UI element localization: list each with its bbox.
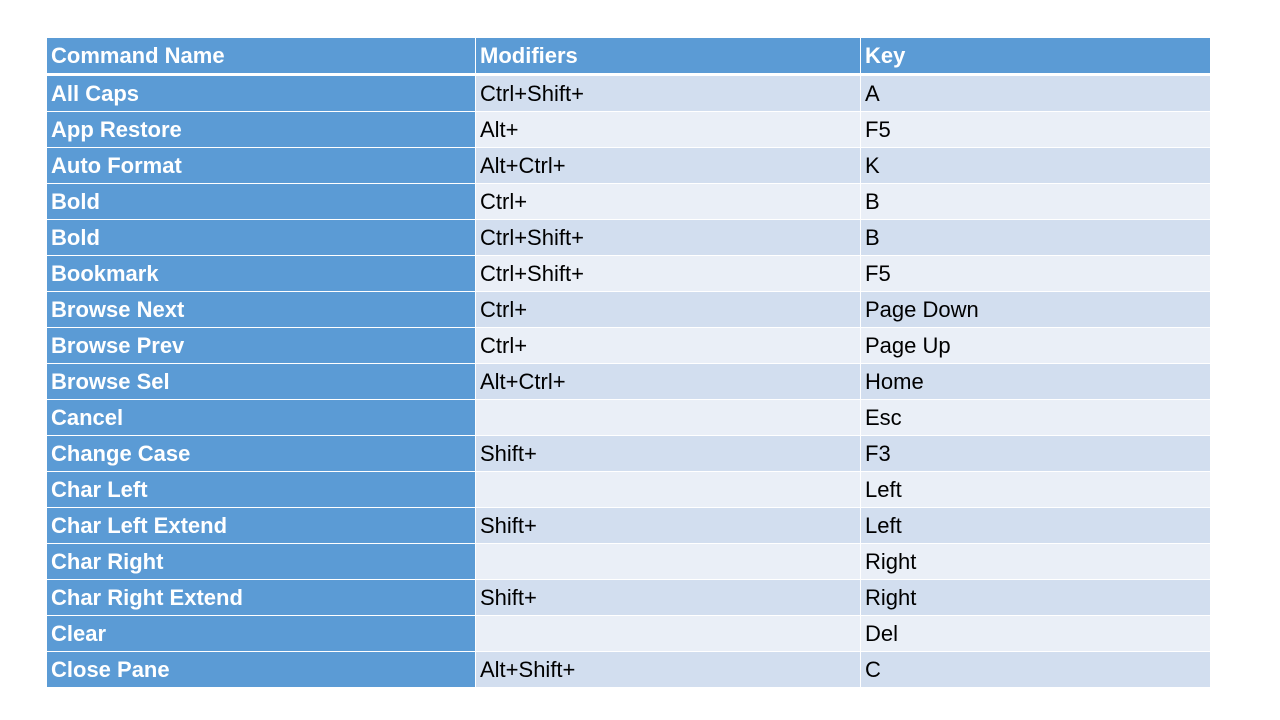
table-row [47, 184, 1211, 220]
table-row [47, 580, 1211, 616]
table-row [47, 148, 1211, 184]
shortcuts-table [46, 37, 1211, 688]
modifiers-cell: Ctrl+ [476, 328, 861, 364]
modifiers-cell: Alt+Ctrl+ [476, 364, 861, 400]
command-name-cell: All Caps [47, 75, 476, 112]
key-cell: F5 [861, 256, 1211, 292]
key-cell: Page Up [861, 328, 1211, 364]
table-row [47, 616, 1211, 652]
key-cell: A [861, 75, 1211, 112]
command-name-cell: Char Right [47, 544, 476, 580]
command-name-cell: Bold [47, 184, 476, 220]
key-cell: Left [861, 472, 1211, 508]
modifiers-cell: Shift+ [476, 436, 861, 472]
table-row [47, 112, 1211, 148]
key-cell: F3 [861, 436, 1211, 472]
key-cell: Esc [861, 400, 1211, 436]
table-row [47, 328, 1211, 364]
key-cell: Page Down [861, 292, 1211, 328]
key-cell: Right [861, 544, 1211, 580]
header-command-name: Command Name [47, 38, 476, 75]
command-name-cell: Browse Sel [47, 364, 476, 400]
table-row [47, 364, 1211, 400]
modifiers-cell: Ctrl+Shift+ [476, 75, 861, 112]
modifiers-cell [476, 472, 861, 508]
key-cell: Left [861, 508, 1211, 544]
key-cell: K [861, 148, 1211, 184]
command-name-cell: Change Case [47, 436, 476, 472]
modifiers-cell: Shift+ [476, 580, 861, 616]
command-name-cell: Bookmark [47, 256, 476, 292]
key-cell: C [861, 652, 1211, 688]
table-row [47, 220, 1211, 256]
table-row [47, 292, 1211, 328]
table-row [47, 436, 1211, 472]
modifiers-cell [476, 616, 861, 652]
command-name-cell: Clear [47, 616, 476, 652]
modifiers-cell [476, 400, 861, 436]
table-row [47, 256, 1211, 292]
key-cell: Home [861, 364, 1211, 400]
command-name-cell: Browse Next [47, 292, 476, 328]
command-name-cell: Char Left [47, 472, 476, 508]
table-row [47, 400, 1211, 436]
key-cell: B [861, 220, 1211, 256]
modifiers-cell: Ctrl+Shift+ [476, 220, 861, 256]
command-name-cell: Bold [47, 220, 476, 256]
modifiers-cell [476, 544, 861, 580]
modifiers-cell: Shift+ [476, 508, 861, 544]
modifiers-cell: Alt+ [476, 112, 861, 148]
key-cell: F5 [861, 112, 1211, 148]
command-name-cell: App Restore [47, 112, 476, 148]
header-modifiers: Modifiers [476, 38, 861, 75]
table-row [47, 544, 1211, 580]
modifiers-cell: Ctrl+Shift+ [476, 256, 861, 292]
modifiers-cell: Alt+Ctrl+ [476, 148, 861, 184]
command-name-cell: Char Left Extend [47, 508, 476, 544]
command-name-cell: Char Right Extend [47, 580, 476, 616]
table-row [47, 652, 1211, 688]
table-row [47, 472, 1211, 508]
command-name-cell: Browse Prev [47, 328, 476, 364]
modifiers-cell: Ctrl+ [476, 184, 861, 220]
modifiers-cell: Alt+Shift+ [476, 652, 861, 688]
command-name-cell: Auto Format [47, 148, 476, 184]
key-cell: Right [861, 580, 1211, 616]
table-row [47, 508, 1211, 544]
header-key: Key [861, 38, 1211, 75]
header-row [47, 38, 1211, 75]
key-cell: Del [861, 616, 1211, 652]
key-cell: B [861, 184, 1211, 220]
command-name-cell: Cancel [47, 400, 476, 436]
table-row [47, 75, 1211, 112]
command-name-cell: Close Pane [47, 652, 476, 688]
modifiers-cell: Ctrl+ [476, 292, 861, 328]
